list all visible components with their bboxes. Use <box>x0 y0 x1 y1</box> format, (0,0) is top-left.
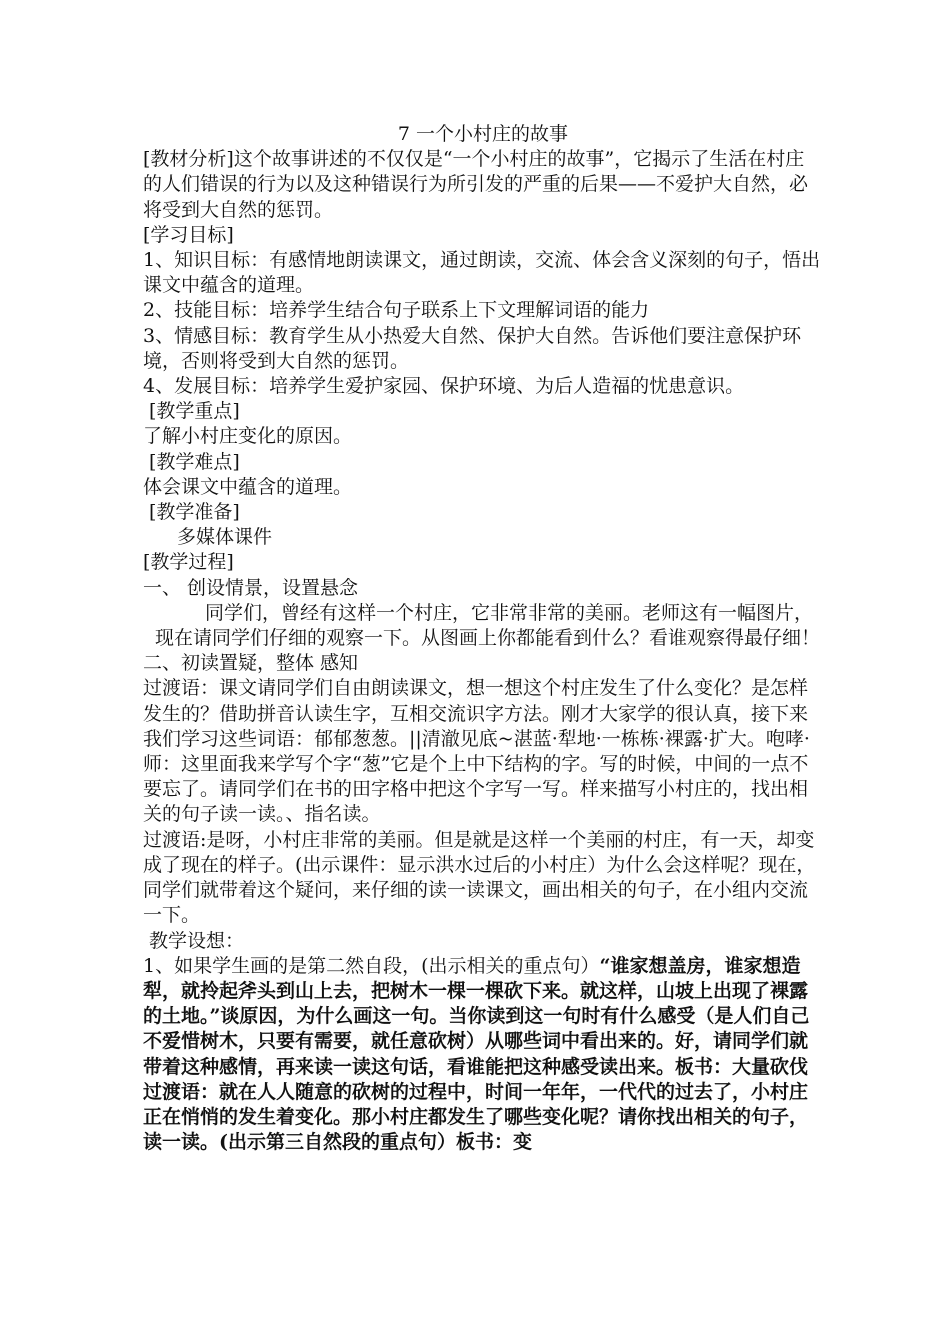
heading-difficulties: [教学难点] <box>149 450 240 473</box>
preparation: 多媒体课件 <box>177 526 273 549</box>
textbook-analysis: [教材分析]这个故事讲述的不仅仅是“一个小村庄的故事”，它揭示了生活在村庄的人们错误的行为以及这种错误行为所引发的严重的后果——不爱护大自然，必将受到大自然的惩罚。 <box>143 148 809 221</box>
teaching-idea-label: 教学设想： <box>149 929 245 952</box>
heading-process: [教学过程] <box>143 551 234 574</box>
goal-knowledge: 1、知识目标：有感情地朗读课文，通过朗读，交流、体会含义深刻的句子，悟出课文中蕴含的道理。 <box>143 249 821 297</box>
difficulties: 体会课文中蕴含的道理。 <box>143 475 353 498</box>
idea-item-1 <box>143 954 823 1080</box>
heading-key-points: [教学重点] <box>149 400 240 423</box>
document-page <box>143 122 823 1155</box>
idea-item-1-intro: 1、如果学生画的是第二然自段，(出示相关的重点句） <box>143 954 600 977</box>
transition-3: 过渡语：就在人人随意的砍树的过程中，时间一年年，一代代的过去了，小村庄正在悄悄的发生着变化。那小村庄都发生了哪些变化呢？请你找出相关的句子，读一读。(出示第三自然段的重点句）板书：变 <box>143 1080 809 1154</box>
key-points: 了解小村庄变化的原因。 <box>143 425 353 448</box>
section-two-title: 二、初读置疑，整体 感知 <box>143 652 359 675</box>
transition-1: 过渡语：课文请同学们自由朗读课文，想一想这个村庄发生了什么变化？是怎样发生的？借助拼音认读生字，互相交流识字方法。刚才大家学的很认真，接下来我们学习这些词语：郁郁葱葱。||清澈见底~湛蓝·犁地·一栋栋·裸露·扩大。咆哮·师：这里面我来学写个字“葱”它是个上中下结构的字。写的时候，中间的一点不要忘了。请同学们在书的田字格中把这个字写一写。样来描写小村庄的，找出相关的句子读一读。、指名读。 <box>143 677 810 826</box>
heading-preparation: [教学准备] <box>149 501 240 524</box>
heading-goals: [学习目标] <box>143 223 234 246</box>
section-one-body: 同学们，曾经有这样一个村庄，它非常非常的美丽。老师这有一幅图片，现在请同学们仔细的观察一下。从图画上你都能看到什么？看谁观察得最仔细！ <box>155 601 821 650</box>
transition-2: 过渡语:是呀，小村庄非常的美丽。但是就是这样一个美丽的村庄，有一天，却变成了现在的样子。(出示课件：显示洪水过后的小村庄）为什么会这样呢？现在，同学们就带着这个疑问，来仔细的读一读课文，画出相关的句子，在小组内交流一下。 <box>143 828 816 927</box>
goal-skill: 2、技能目标：培养学生结合句子联系上下文理解词语的能力 <box>143 299 650 322</box>
section-one-title: 一、 创设情景，设置悬念 <box>143 576 359 599</box>
goal-emotion: 3、情感目标：教育学生从小热爱大自然、保护大自然。告诉他们要注意保护环境，否则将受到大自然的惩罚。 <box>143 324 802 372</box>
doc-title: 7 一个小村庄的故事 <box>397 123 569 145</box>
idea-item-1-bold: “谁家想盖房，谁家想造犁，就拎起斧头到山上去，把树木一棵一棵砍下来。就这样，山坡上出现了裸露的土地。”谈原因，为什么画这一句。当你读到这一句时有什么感受（是人们自己不爱惜树木，只要有需要，就任意砍树）从哪些词中看出来的。好，请同学们就带着这种感情，再来读一读这句话，看谁能把这种感受读出来。板书：大量砍伐 <box>143 954 810 1078</box>
goal-development: 4、发展目标：培养学生爱护家园、保护环境、为后人造福的忧患意识。 <box>143 375 745 398</box>
